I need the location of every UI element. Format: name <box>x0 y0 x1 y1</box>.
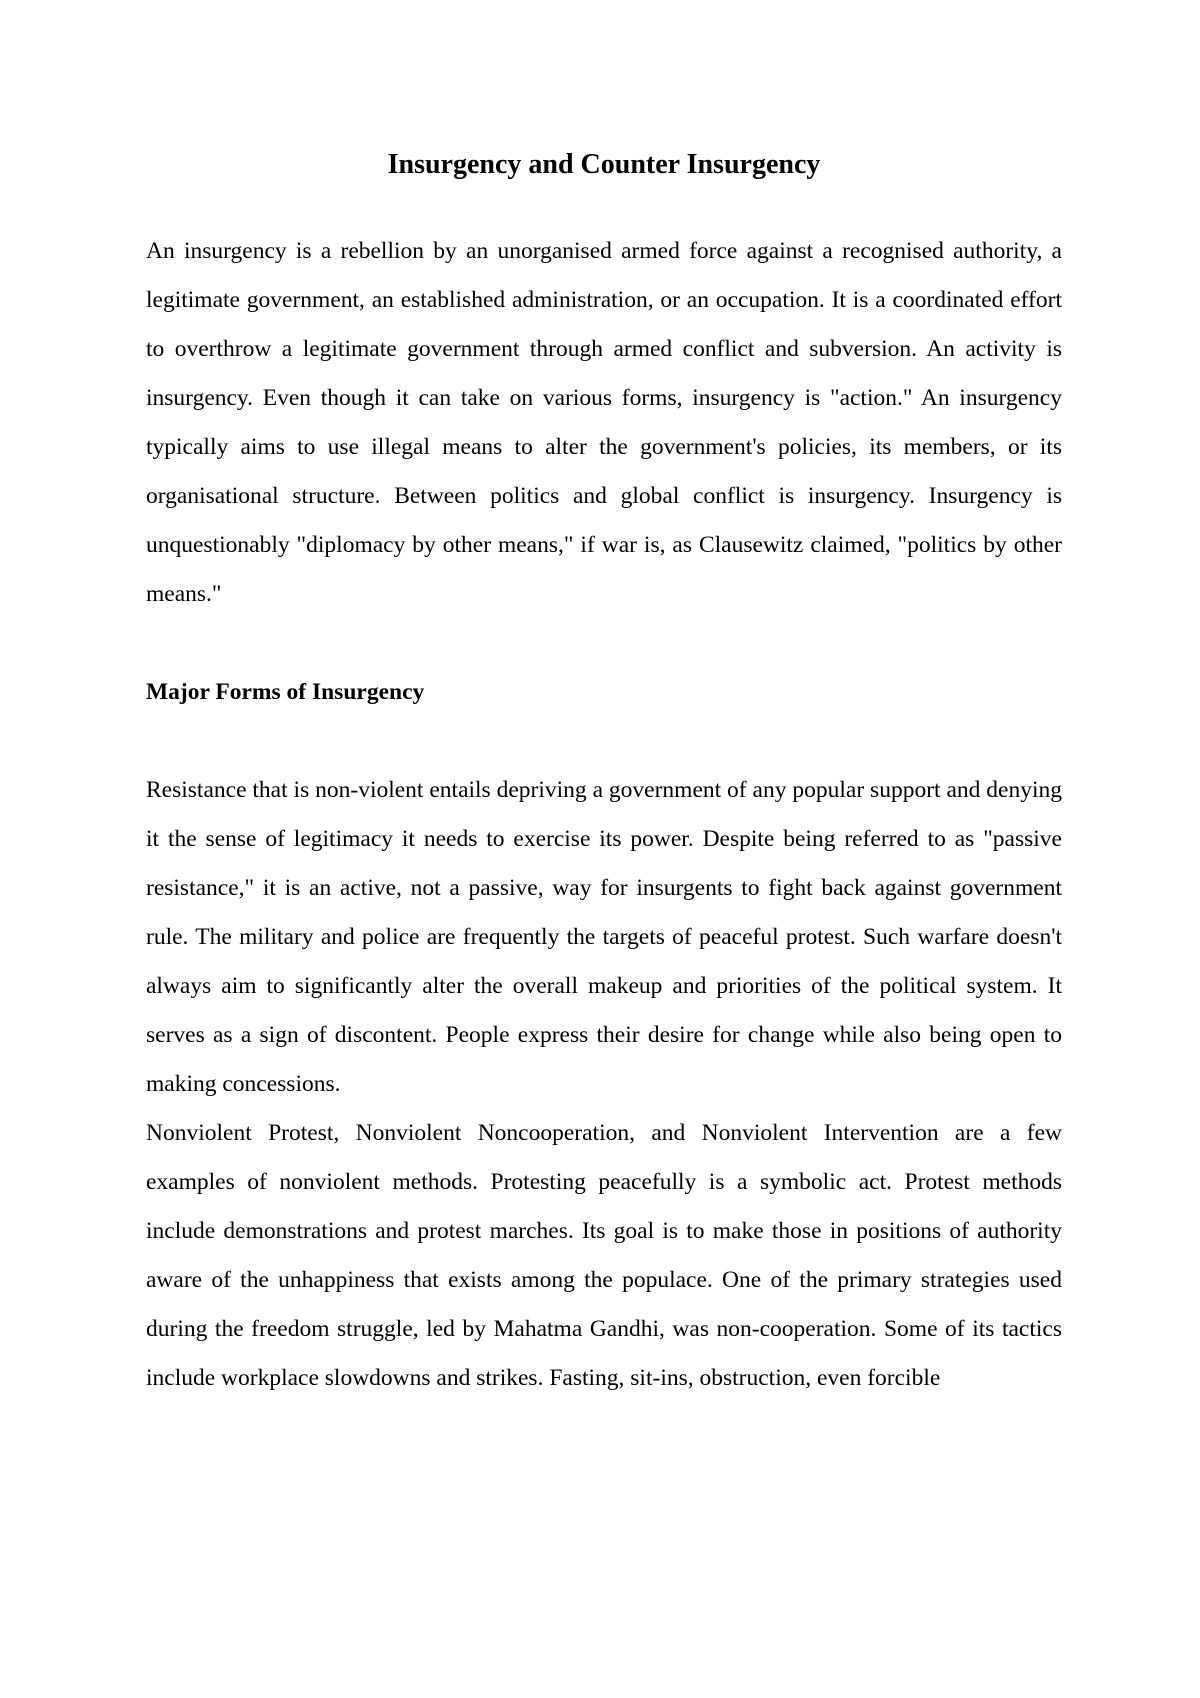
intro-paragraph: An insurgency is a rebellion by an unorganised armed force against a recognised authority, a legitimate government, an established administration, or an occupation. It is a coordinated effort to overthrow a legitimate government through armed conflict and subversion. An activity is insurgency. Even though it can take on various forms, insurgency is "action." An insurgency typically aims to use illegal means to alter the government's policies, its members, or its organisational structure. Between politics and global conflict is insurgency. Insurgency is unquestionably "diplomacy by other means," if war is, as Clausewitz claimed, "politics by other means." <box>146 238 1062 607</box>
nonviolent-methods-paragraph: Nonviolent Protest, Nonviolent Noncooperation, and Nonviolent Intervention are a few examples of nonviolent methods. Protesting peacefully is a symbolic act. Protest methods include demonstrations and protest marches. Its goal is to make those in positions of authority aware of the unhappiness that exists among the populace. One of the primary strategies used during the freedom struggle, led by Mahatma Gandhi, was non-cooperation. Some of its tactics include workplace slowdowns and strikes. Fasting, sit-ins, obstruction, even forcible <box>146 1120 1062 1391</box>
document-body <box>146 140 1062 1403</box>
nonviolent-resistance-paragraph: Resistance that is non-violent entails depriving a government of any popular support and denying it the sense of legitimacy it needs to exercise its power. Despite being referred to as "passive resistance," it is an active, not a passive, way for insurgents to fight back against government rule. The military and police are frequently the targets of peaceful protest. Such warfare doesn't always aim to significantly alter the overall makeup and priorities of the political system. It serves as a sign of discontent. People express their desire for change while also being open to making concessions. <box>146 777 1062 1097</box>
section-heading: Major Forms of Insurgency <box>146 679 425 705</box>
document-title: Insurgency and Counter Insurgency <box>387 149 821 180</box>
